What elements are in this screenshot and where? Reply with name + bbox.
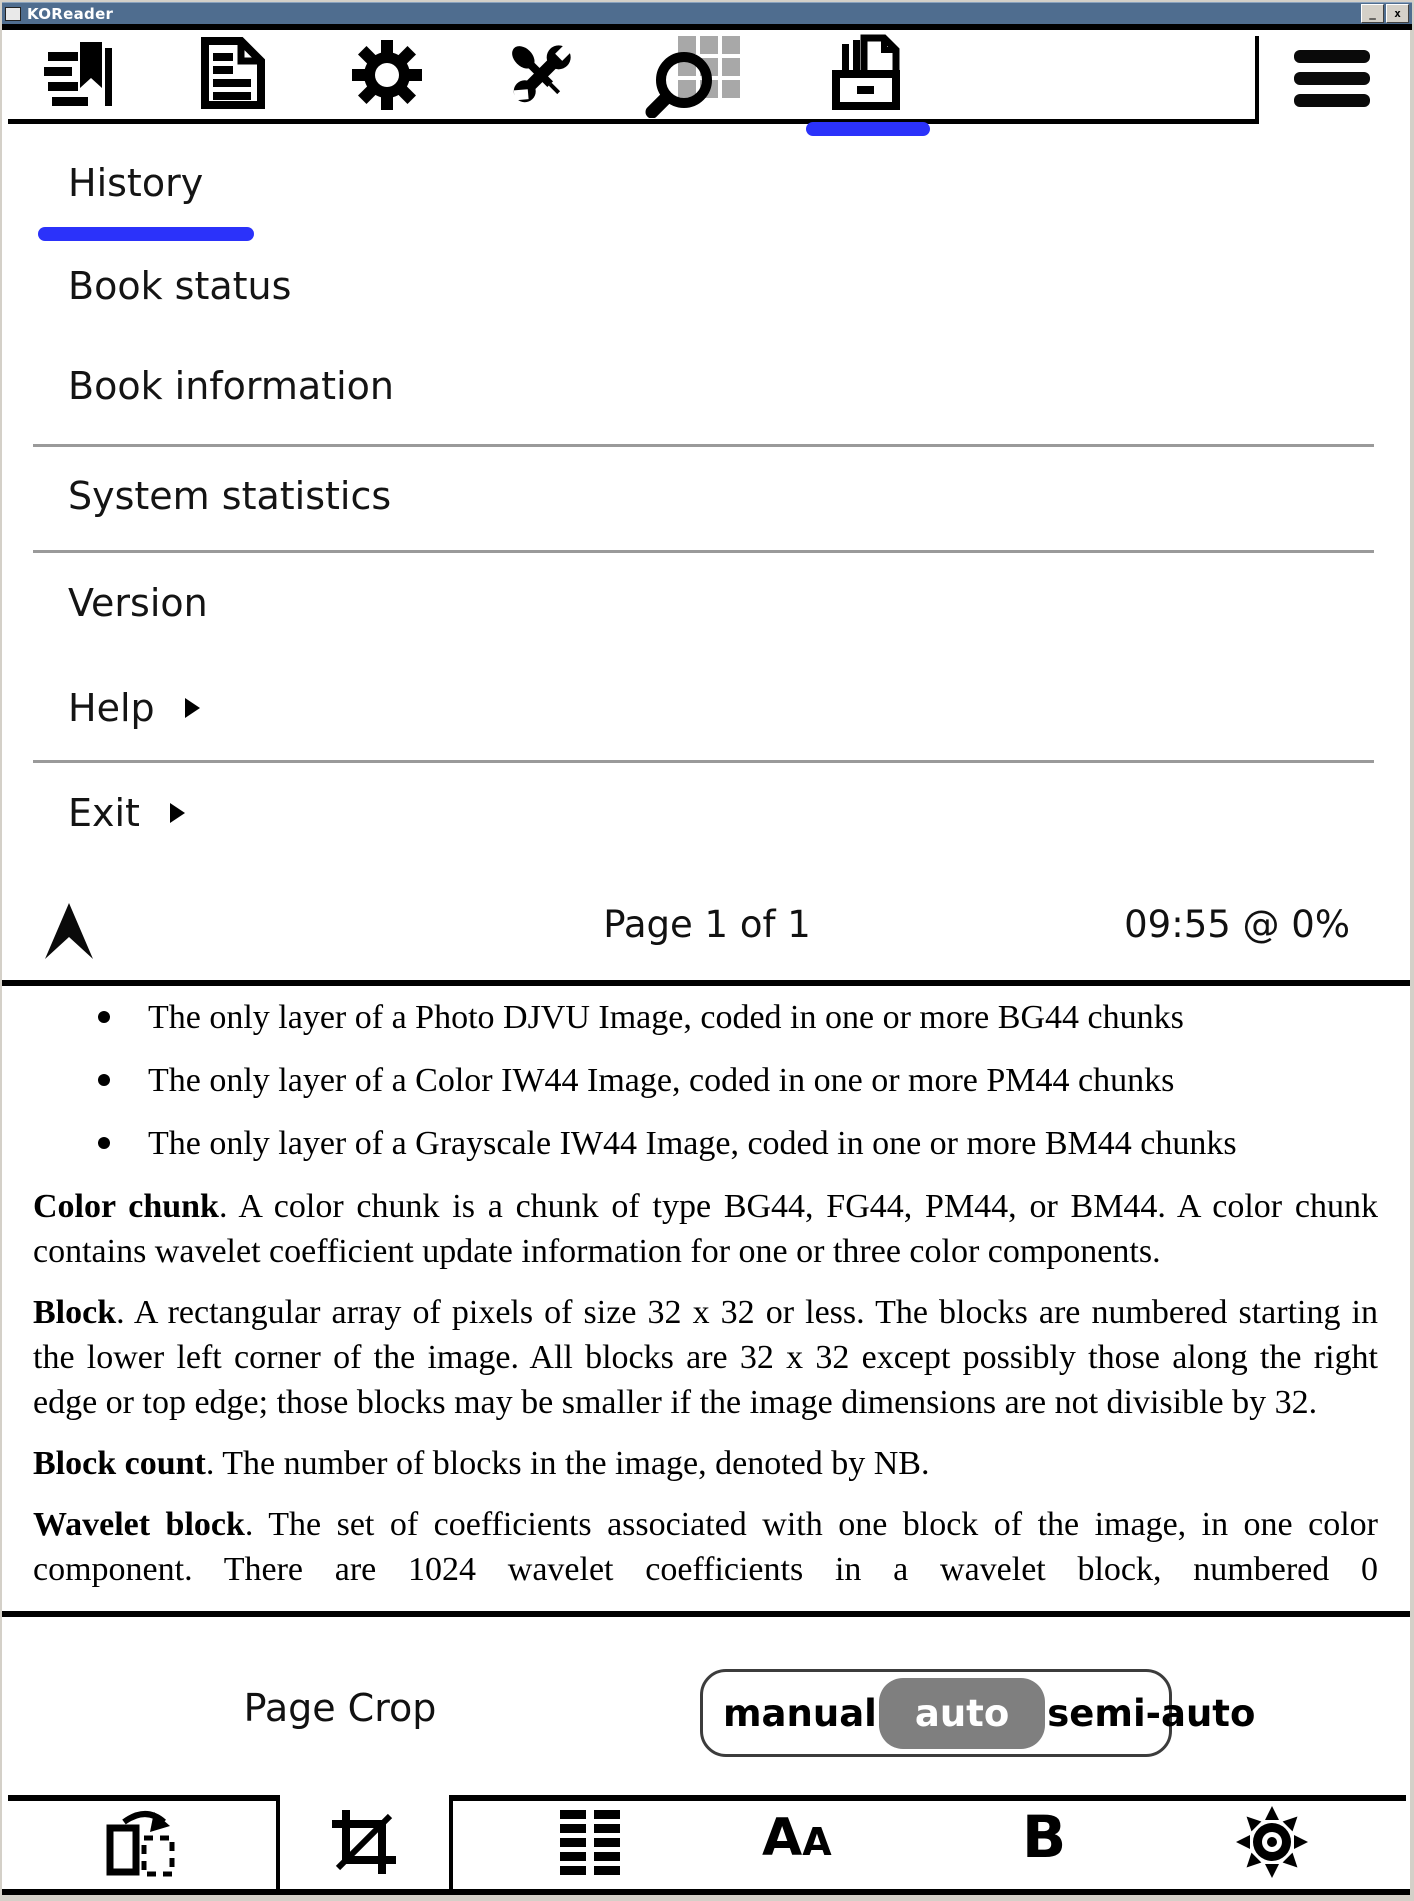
- window-title: KOReader: [27, 4, 114, 23]
- document-text: [33, 995, 1378, 1608]
- close-button[interactable]: x: [1386, 4, 1409, 23]
- rotation-icon[interactable]: [102, 1806, 182, 1884]
- tab-row-border-right: [451, 1795, 1406, 1801]
- doc-paragraph: Wavelet block. The set of coefficients associated with one block of the image, in one color component. There are 1024 wavelet coefficients in a wavelet block, numbered 0: [33, 1506, 1378, 1588]
- menu-item-system-statistics[interactable]: System statistics: [68, 474, 392, 518]
- titlebar-divider: [2, 24, 1412, 30]
- submenu-arrow-icon: [170, 803, 185, 823]
- clock-battery-status: 09:55 @ 0%: [1124, 903, 1350, 946]
- menu-item-help[interactable]: Help: [33, 685, 1374, 731]
- menu-item-book-status[interactable]: Book status: [68, 264, 292, 308]
- menu-icon[interactable]: [1294, 50, 1370, 116]
- tab-divider: [276, 1795, 280, 1889]
- navigation-icon[interactable]: [42, 38, 114, 114]
- search-icon[interactable]: [642, 34, 742, 122]
- active-menu-item-indicator: [38, 227, 254, 241]
- menu-separator: [33, 760, 1374, 763]
- doc-paragraph: Block. A rectangular array of pixels of size 32 x 32 or less. The blocks are numbered starting in the lower left corner of the image. All blocks are 32 x 32 except possibly those along the right edge or top edge; those blocks may be smaller if the image dimensions are not divisible by 32.: [33, 1294, 1378, 1421]
- toggle-option-auto[interactable]: auto: [879, 1678, 1045, 1749]
- doc-bullet-line: The only layer of a Photo DJVU Image, coded in one or more BG44 chunks: [33, 995, 1378, 1040]
- settings-tab-icon[interactable]: [1236, 1806, 1308, 1882]
- toggle-option-semi-auto[interactable]: semi-auto: [1047, 1691, 1256, 1735]
- submenu-arrow-icon: [185, 698, 200, 718]
- menu-item-version[interactable]: Version: [68, 581, 208, 625]
- page-crop-toggle: [700, 1669, 1256, 1757]
- tab-divider: [449, 1795, 453, 1889]
- titlebar: [2, 2, 1412, 24]
- menu-item-exit[interactable]: Exit: [33, 790, 1374, 836]
- page-crop-label: Page Crop: [243, 1686, 437, 1730]
- typeset-icon[interactable]: [196, 36, 268, 114]
- settings-icon[interactable]: [348, 36, 426, 118]
- doc-paragraph: Block count. The number of blocks in the image, denoted by NB.: [33, 1445, 930, 1482]
- minimize-button[interactable]: _: [1361, 4, 1384, 23]
- toolbar-bottom-border: [8, 119, 1257, 124]
- active-toolbar-indicator: [806, 122, 930, 136]
- filemanager-icon[interactable]: [826, 34, 906, 120]
- bottom-config-panel: [2, 1617, 1410, 1889]
- tools-icon[interactable]: [502, 36, 580, 118]
- doc-paragraph: Color chunk. A color chunk is a chunk of type BG44, FG44, PM44, or BM44. A color chunk contains wavelet coefficient update information for one or three color components.: [33, 1188, 1378, 1270]
- menu-item-history[interactable]: History: [68, 161, 204, 205]
- menu-item-book-information[interactable]: Book information: [68, 364, 394, 408]
- menu-separator: [33, 550, 1374, 553]
- bottom-panel-bottom-border: [2, 1889, 1410, 1895]
- contrast-icon[interactable]: B: [1022, 1803, 1067, 1871]
- doc-bullet-line: The only layer of a Color IW44 Image, coded in one or more PM44 chunks: [33, 1058, 1378, 1103]
- page-indicator: Page 1 of 1: [603, 903, 811, 946]
- toolbar-divider: [1255, 36, 1259, 124]
- window-icon: [5, 7, 21, 21]
- tab-row-border-left: [8, 1795, 278, 1801]
- font-size-icon[interactable]: AA: [762, 1808, 832, 1868]
- doc-bullet-line: The only layer of a Grayscale IW44 Image, coded in one or more BM44 chunks: [33, 1121, 1378, 1166]
- menu-bottom-border: [2, 980, 1410, 986]
- crop-icon[interactable]: [330, 1808, 398, 1880]
- reflow-icon[interactable]: [558, 1808, 622, 1880]
- toggle-option-manual[interactable]: manual: [723, 1691, 877, 1735]
- menu-separator: [33, 444, 1374, 447]
